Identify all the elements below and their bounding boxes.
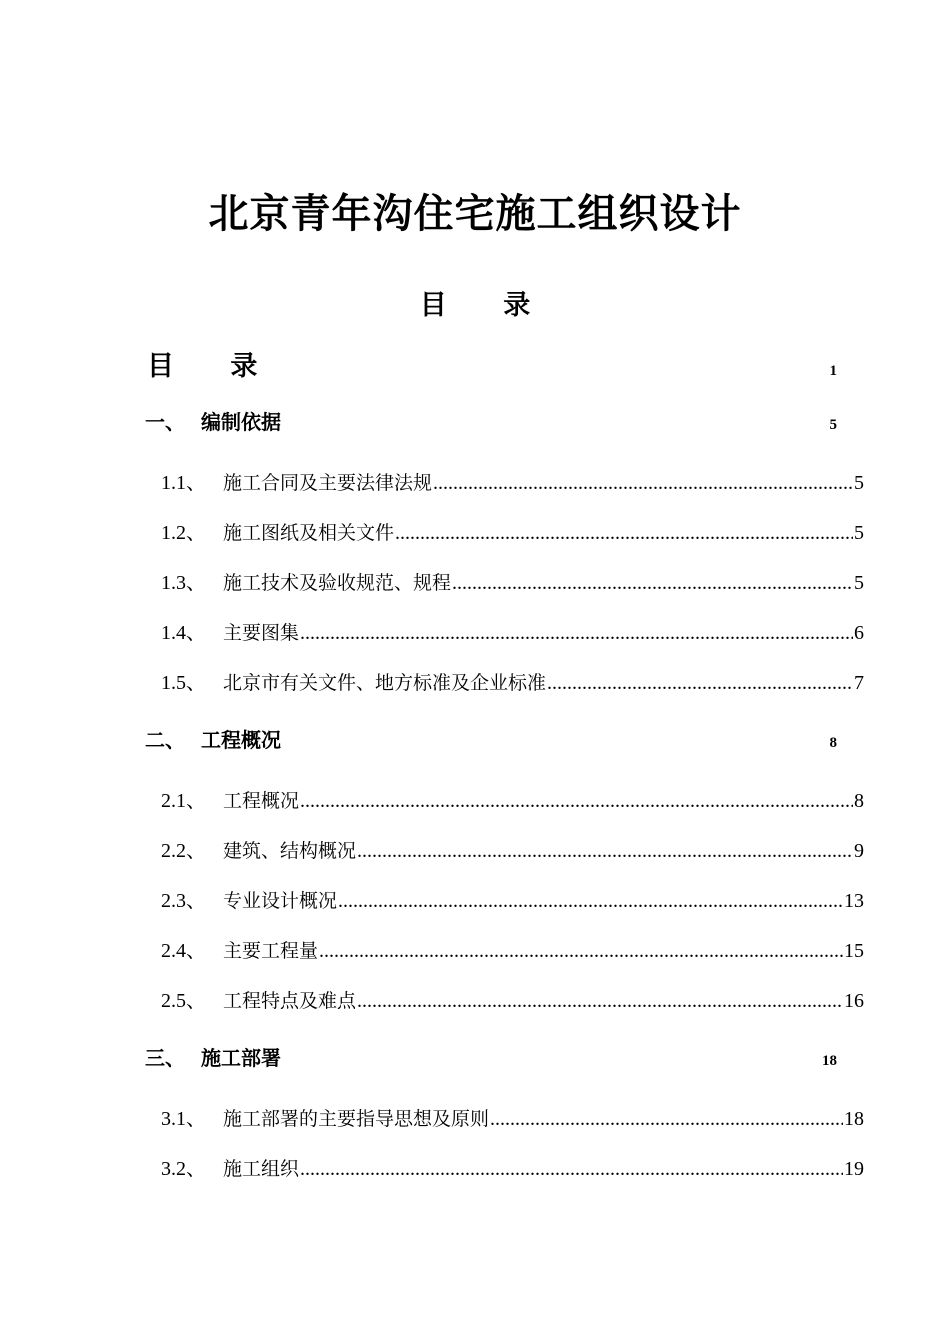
section-page: 5: [829, 417, 837, 433]
item-page: 5: [854, 472, 864, 494]
item-page: 13: [844, 890, 864, 912]
item-label: 工程概况: [223, 790, 300, 812]
item-number: 1.4、: [161, 622, 206, 644]
dot-leader: [490, 1108, 843, 1131]
dot-leader: [338, 890, 843, 913]
item-number: 2.5、: [161, 990, 206, 1012]
toc-entry-contents[interactable]: [147, 344, 837, 384]
toc-item-1-5[interactable]: [161, 666, 864, 696]
toc-item-1-1[interactable]: [161, 466, 864, 496]
item-label: 北京市有关文件、地方标准及企业标准: [223, 672, 547, 694]
section-number: 二、: [145, 728, 185, 752]
item-page: 5: [854, 572, 864, 594]
item-label: 施工部署的主要指导思想及原则: [223, 1108, 490, 1130]
dot-leader: [357, 990, 843, 1013]
item-label: 工程特点及难点: [223, 990, 357, 1012]
toc-item-2-1[interactable]: [161, 784, 864, 814]
dot-leader: [547, 672, 853, 695]
item-number: 2.1、: [161, 790, 206, 812]
item-label: 专业设计概况: [223, 890, 338, 912]
item-label: 施工组织: [223, 1158, 300, 1180]
item-number: 3.1、: [161, 1108, 206, 1130]
dot-leader: [357, 840, 853, 863]
item-number: 2.2、: [161, 840, 206, 862]
dot-leader: [433, 472, 853, 495]
item-number: 2.4、: [161, 940, 206, 962]
toc-item-1-4[interactable]: [161, 616, 864, 646]
section-label: 工程概况: [201, 728, 281, 752]
section-page: 8: [829, 735, 837, 751]
dot-leader: [300, 1158, 843, 1181]
dot-leader: [452, 572, 853, 595]
section-number: 三、: [145, 1046, 185, 1070]
toc-item-2-3[interactable]: [161, 884, 864, 914]
dot-leader: [395, 522, 853, 545]
item-number: 1.3、: [161, 572, 206, 594]
toc-item-1-2[interactable]: [161, 516, 864, 546]
toc-section-1[interactable]: [145, 406, 837, 438]
item-number: 1.2、: [161, 522, 206, 544]
toc-item-1-3[interactable]: [161, 566, 864, 596]
dot-leader: [300, 622, 853, 645]
toc-item-3-1[interactable]: [161, 1102, 864, 1132]
item-page: 18: [844, 1108, 864, 1130]
toc-item-2-5[interactable]: [161, 984, 864, 1014]
item-page: 5: [854, 522, 864, 544]
item-page: 7: [854, 672, 864, 694]
item-number: 1.1、: [161, 472, 206, 494]
dot-leader: [319, 940, 843, 963]
item-label: 主要工程量: [223, 940, 319, 962]
item-page: 19: [844, 1158, 864, 1180]
item-page: 15: [844, 940, 864, 962]
item-label: 施工图纸及相关文件: [223, 522, 395, 544]
item-label: 施工技术及验收规范、规程: [223, 572, 452, 594]
toc-item-3-2[interactable]: [161, 1152, 864, 1182]
document-title: 北京青年沟住宅施工组织设计: [208, 191, 742, 237]
section-number: 一、: [145, 410, 185, 434]
item-number: 3.2、: [161, 1158, 206, 1180]
toc-entry-page: 1: [829, 363, 837, 379]
toc-section-3[interactable]: [145, 1042, 837, 1074]
item-label: 建筑、结构概况: [223, 840, 357, 862]
item-page: 8: [854, 790, 864, 812]
dot-leader: [300, 790, 853, 813]
item-label: 主要图集: [223, 622, 300, 644]
toc-heading: 目 录: [419, 290, 531, 321]
section-label: 施工部署: [201, 1046, 281, 1070]
section-page: 18: [822, 1053, 837, 1069]
toc-entry-label: 目 录: [147, 351, 258, 382]
toc-section-2[interactable]: [145, 724, 837, 756]
item-page: 6: [854, 622, 864, 644]
section-label: 编制依据: [201, 410, 281, 434]
item-label: 施工合同及主要法律法规: [223, 472, 433, 494]
item-page: 9: [854, 840, 864, 862]
toc-item-2-4[interactable]: [161, 934, 864, 964]
item-number: 1.5、: [161, 672, 206, 694]
toc-item-2-2[interactable]: [161, 834, 864, 864]
item-number: 2.3、: [161, 890, 206, 912]
item-page: 16: [844, 990, 864, 1012]
